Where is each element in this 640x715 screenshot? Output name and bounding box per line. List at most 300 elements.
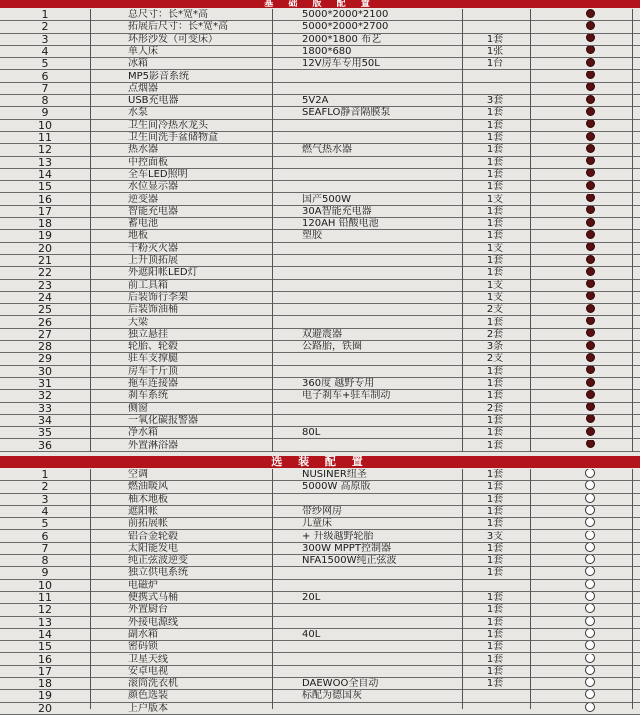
item-quantity: 2支 bbox=[486, 353, 504, 365]
availability-mark bbox=[560, 169, 620, 180]
item-spec: 5000*2000*2700 bbox=[302, 21, 389, 33]
standard-dot-icon bbox=[586, 58, 595, 67]
standard-dot-icon bbox=[586, 46, 595, 55]
item-quantity: 3支 bbox=[486, 530, 504, 542]
item-quantity: 1套 bbox=[486, 365, 504, 377]
item-spec bbox=[302, 169, 462, 180]
item-name: 房车千斤顶 bbox=[128, 365, 178, 377]
item-quantity: 1支 bbox=[486, 291, 504, 303]
availability-mark bbox=[560, 415, 620, 426]
availability-mark bbox=[560, 678, 620, 689]
availability-mark bbox=[560, 481, 620, 492]
item-quantity: 1套 bbox=[486, 33, 504, 45]
item-name: 后装饰油桶 bbox=[128, 304, 178, 316]
optional-circle-icon bbox=[585, 506, 595, 515]
item-name: 中控面板 bbox=[128, 156, 168, 168]
item-spec: 5000W 高原版 bbox=[302, 481, 371, 493]
table-row bbox=[0, 629, 640, 641]
item-name: 纯正弦波逆变 bbox=[128, 555, 188, 567]
row-number: 32 bbox=[38, 390, 52, 402]
item-spec: 标配为德国灰 bbox=[302, 690, 362, 702]
standard-dot-icon bbox=[586, 255, 595, 264]
availability-mark bbox=[560, 243, 620, 254]
standard-dot-icon bbox=[586, 9, 595, 18]
item-spec bbox=[302, 304, 462, 315]
table-row bbox=[0, 580, 640, 592]
standard-dot-icon bbox=[586, 440, 595, 449]
item-quantity: 1张 bbox=[486, 45, 504, 57]
item-name: 燃油暖风 bbox=[128, 481, 168, 493]
table-row bbox=[0, 267, 640, 279]
standard-dot-icon bbox=[586, 157, 595, 166]
item-spec: 公路胎，铁圈 bbox=[302, 341, 362, 353]
item-quantity: 2套 bbox=[486, 328, 504, 340]
table-row bbox=[0, 690, 640, 702]
row-number: 35 bbox=[38, 427, 52, 439]
table-row bbox=[0, 543, 640, 555]
item-quantity: 1套 bbox=[486, 439, 504, 451]
item-quantity: 2支 bbox=[486, 304, 504, 316]
row-number: 13 bbox=[38, 156, 52, 168]
item-quantity bbox=[470, 690, 520, 701]
availability-mark bbox=[560, 403, 620, 414]
item-spec bbox=[302, 292, 462, 303]
optional-circle-icon bbox=[585, 641, 595, 650]
item-quantity bbox=[470, 83, 520, 94]
table-row bbox=[0, 46, 640, 58]
optional-circle-icon bbox=[585, 629, 595, 638]
availability-mark bbox=[560, 494, 620, 505]
row-number: 17 bbox=[38, 205, 52, 218]
availability-mark bbox=[560, 518, 620, 529]
item-name: 前拓展帐 bbox=[128, 518, 168, 530]
item-spec: 5000*2000*2100 bbox=[302, 9, 389, 20]
row-number: 36 bbox=[38, 439, 52, 451]
item-quantity: 1套 bbox=[486, 255, 504, 266]
availability-mark bbox=[560, 641, 620, 652]
row-number: 18 bbox=[38, 678, 52, 690]
availability-mark bbox=[560, 83, 620, 94]
row-number: 1 bbox=[41, 9, 49, 21]
item-quantity: 1套 bbox=[486, 156, 504, 168]
table-row bbox=[0, 469, 640, 481]
item-name: 蓄电池 bbox=[128, 218, 158, 230]
availability-mark bbox=[560, 555, 620, 566]
item-name: 冰箱 bbox=[128, 58, 148, 70]
row-number: 9 bbox=[41, 567, 49, 579]
item-quantity: 1套 bbox=[486, 107, 504, 119]
item-spec bbox=[302, 243, 462, 254]
table-row bbox=[0, 58, 640, 70]
item-spec bbox=[302, 641, 462, 652]
item-name: 点烟器 bbox=[128, 82, 158, 94]
availability-mark bbox=[560, 427, 620, 438]
table-row bbox=[0, 641, 640, 653]
standard-dot-icon bbox=[586, 218, 595, 227]
table-row bbox=[0, 230, 640, 242]
table-row bbox=[0, 317, 640, 329]
row-number: 21 bbox=[38, 255, 52, 267]
item-quantity: 1套 bbox=[486, 132, 504, 143]
row-number: 23 bbox=[38, 279, 52, 291]
availability-mark bbox=[560, 71, 620, 82]
availability-mark bbox=[560, 390, 620, 401]
item-name: 智能充电器 bbox=[128, 205, 178, 217]
table-row bbox=[0, 427, 640, 439]
item-spec bbox=[302, 353, 462, 364]
item-name: 空调 bbox=[128, 469, 148, 480]
item-quantity: 1套 bbox=[486, 493, 504, 505]
row-number: 12 bbox=[38, 144, 52, 156]
standard-dot-icon bbox=[586, 169, 595, 178]
item-spec bbox=[302, 83, 462, 94]
item-spec: 5V2A bbox=[302, 95, 329, 107]
table-row bbox=[0, 567, 640, 579]
table-row bbox=[0, 304, 640, 316]
item-spec: 燃气热水器 bbox=[302, 144, 352, 156]
item-spec bbox=[302, 403, 462, 414]
item-name: 卫星天线 bbox=[128, 653, 168, 665]
item-spec: 儿童床 bbox=[302, 518, 332, 530]
table-row bbox=[0, 366, 640, 378]
table-row bbox=[0, 132, 640, 144]
item-quantity: 1套 bbox=[486, 267, 504, 279]
column-divider bbox=[462, 469, 463, 709]
row-number: 3 bbox=[41, 33, 49, 45]
row-number: 10 bbox=[38, 579, 52, 591]
item-name: 独立悬挂 bbox=[128, 328, 168, 340]
row-number: 9 bbox=[41, 107, 49, 119]
item-spec bbox=[302, 604, 462, 615]
item-name: 全车LED照明 bbox=[128, 168, 188, 180]
item-name: 单人床 bbox=[128, 45, 158, 57]
table-row bbox=[0, 181, 640, 193]
table-row bbox=[0, 83, 640, 95]
item-quantity: 1支 bbox=[486, 279, 504, 291]
item-name: 逆变器 bbox=[128, 193, 158, 205]
item-name: 副水箱 bbox=[128, 628, 158, 640]
item-name: 一氧化碳报警器 bbox=[128, 414, 198, 426]
item-name: 卫生间洗手盆储物盒 bbox=[128, 132, 218, 143]
standard-dot-icon bbox=[586, 83, 595, 92]
table-row bbox=[0, 9, 640, 21]
item-name: 大梁 bbox=[128, 316, 148, 328]
row-number: 20 bbox=[38, 242, 52, 254]
availability-mark bbox=[560, 95, 620, 106]
standard-dot-icon bbox=[586, 95, 595, 104]
standard-dot-icon bbox=[586, 21, 595, 30]
row-number: 25 bbox=[38, 304, 52, 316]
table-row bbox=[0, 329, 640, 341]
standard-dot-icon bbox=[586, 292, 595, 301]
item-spec bbox=[302, 580, 462, 591]
item-name: 外接电源线 bbox=[128, 616, 178, 628]
row-number: 22 bbox=[38, 267, 52, 279]
row-number: 18 bbox=[38, 218, 52, 230]
availability-mark bbox=[560, 604, 620, 615]
availability-mark bbox=[560, 543, 620, 554]
table-row bbox=[0, 604, 640, 616]
item-spec bbox=[302, 317, 462, 328]
item-quantity: 2套 bbox=[486, 402, 504, 414]
item-spec bbox=[302, 617, 462, 628]
standard-dot-icon bbox=[586, 107, 595, 116]
item-name: 独立供电系统 bbox=[128, 567, 188, 579]
optional-circle-icon bbox=[585, 543, 595, 552]
item-name: 热水器 bbox=[128, 144, 158, 156]
item-quantity: 1套 bbox=[486, 414, 504, 426]
optional-circle-icon bbox=[585, 690, 595, 699]
table-row bbox=[0, 617, 640, 629]
row-number: 28 bbox=[38, 341, 52, 353]
item-spec bbox=[302, 132, 462, 143]
table-row bbox=[0, 531, 640, 543]
standard-dot-icon bbox=[586, 317, 595, 326]
item-quantity: 1套 bbox=[486, 427, 504, 439]
standard-dot-icon bbox=[586, 304, 595, 313]
standard-dot-icon bbox=[586, 230, 595, 239]
table-row bbox=[0, 169, 640, 181]
item-spec: 带纱网房 bbox=[302, 505, 342, 517]
row-number: 15 bbox=[38, 181, 52, 193]
row-number: 3 bbox=[41, 493, 49, 505]
item-quantity: 3套 bbox=[486, 95, 504, 107]
row-number: 31 bbox=[38, 378, 52, 390]
item-spec: 塑胶 bbox=[302, 230, 322, 242]
item-name: 刹车系统 bbox=[128, 390, 168, 402]
item-spec: 2000*1800 布艺 bbox=[302, 33, 382, 45]
table-row bbox=[0, 415, 640, 427]
availability-mark bbox=[560, 329, 620, 340]
item-name: 干粉灭火器 bbox=[128, 242, 178, 254]
table-row bbox=[0, 506, 640, 518]
column-divider bbox=[272, 469, 273, 709]
availability-mark bbox=[560, 317, 620, 328]
item-spec bbox=[302, 366, 462, 377]
item-name: 密码锁 bbox=[128, 641, 158, 653]
column-divider bbox=[632, 469, 633, 709]
item-spec: 双避震器 bbox=[302, 328, 342, 340]
optional-circle-icon bbox=[585, 678, 595, 687]
optional-circle-icon bbox=[585, 654, 595, 663]
table-row bbox=[0, 194, 640, 206]
optional-circle-icon bbox=[585, 666, 595, 675]
standard-dot-icon bbox=[586, 329, 595, 338]
table-row bbox=[0, 107, 640, 119]
availability-mark bbox=[560, 654, 620, 665]
column-divider bbox=[90, 469, 91, 709]
row-number: 12 bbox=[38, 604, 52, 616]
row-number: 7 bbox=[41, 542, 49, 555]
item-quantity: 1套 bbox=[486, 481, 504, 493]
availability-mark bbox=[560, 567, 620, 578]
item-name: 柚木地板 bbox=[128, 493, 168, 505]
table-row bbox=[0, 666, 640, 678]
availability-mark bbox=[560, 304, 620, 315]
standard-dot-icon bbox=[586, 132, 595, 141]
optional-circle-icon bbox=[585, 604, 595, 613]
item-name: 拓展后尺寸：长*宽*高 bbox=[128, 21, 228, 33]
table-row bbox=[0, 255, 640, 267]
item-spec bbox=[302, 654, 462, 665]
row-number: 6 bbox=[41, 70, 49, 82]
availability-mark bbox=[560, 506, 620, 517]
row-number: 11 bbox=[38, 132, 52, 144]
availability-mark bbox=[560, 531, 620, 542]
item-spec bbox=[302, 181, 462, 192]
row-number: 1 bbox=[41, 469, 49, 481]
table-row bbox=[0, 678, 640, 690]
item-name: 驻车支撑腿 bbox=[128, 353, 178, 365]
row-number: 14 bbox=[38, 628, 52, 641]
item-name: 外遮阳帐LED灯 bbox=[128, 267, 198, 279]
availability-mark bbox=[560, 341, 620, 352]
item-quantity: 1套 bbox=[486, 119, 504, 131]
standard-dot-icon bbox=[586, 427, 595, 436]
item-name: 轮胎、轮毂 bbox=[128, 341, 178, 353]
item-name: 外置淋浴器 bbox=[128, 439, 178, 451]
standard-dot-icon bbox=[586, 34, 595, 43]
row-number: 4 bbox=[41, 45, 49, 58]
item-spec bbox=[302, 255, 462, 266]
item-quantity: 1台 bbox=[486, 58, 504, 70]
table-row bbox=[0, 592, 640, 604]
item-quantity: 1套 bbox=[486, 678, 504, 690]
standard-dot-icon bbox=[586, 403, 595, 412]
table-row bbox=[0, 403, 640, 415]
availability-mark bbox=[560, 703, 620, 714]
availability-mark bbox=[560, 469, 620, 480]
item-quantity: 1支 bbox=[486, 242, 504, 254]
table-row bbox=[0, 353, 640, 365]
table-row bbox=[0, 206, 640, 218]
item-quantity: 1套 bbox=[486, 641, 504, 653]
item-spec bbox=[302, 666, 462, 677]
item-spec: SEAFLO静音隔膜泵 bbox=[302, 107, 391, 119]
availability-mark bbox=[560, 580, 620, 591]
item-quantity: 1套 bbox=[486, 592, 504, 603]
item-quantity: 1套 bbox=[486, 218, 504, 230]
table-row bbox=[0, 390, 640, 402]
item-spec bbox=[302, 120, 462, 131]
item-spec: 国产500W bbox=[302, 193, 351, 205]
availability-mark bbox=[560, 592, 620, 603]
item-name: 颜色选装 bbox=[128, 690, 168, 702]
availability-mark bbox=[560, 230, 620, 241]
item-spec bbox=[302, 567, 462, 578]
optional-circle-icon bbox=[585, 592, 595, 601]
item-quantity: 1套 bbox=[486, 230, 504, 242]
item-spec: 360度 越野专用 bbox=[302, 378, 375, 389]
standard-dot-icon bbox=[586, 353, 595, 362]
standard-dot-icon bbox=[586, 144, 595, 153]
item-name: USB充电器 bbox=[128, 95, 179, 107]
table-row bbox=[0, 440, 640, 452]
row-number: 13 bbox=[38, 616, 52, 628]
availability-mark bbox=[560, 218, 620, 229]
availability-mark bbox=[560, 292, 620, 303]
item-spec bbox=[302, 494, 462, 505]
row-number: 4 bbox=[41, 505, 49, 518]
optional-circle-icon bbox=[585, 617, 595, 626]
item-name: 太阳能发电 bbox=[128, 542, 178, 554]
table-row bbox=[0, 494, 640, 506]
column-divider bbox=[272, 9, 273, 452]
item-name: 便携式马桶 bbox=[128, 592, 178, 603]
row-number: 16 bbox=[38, 193, 52, 205]
item-quantity: 1套 bbox=[486, 390, 504, 402]
table-row bbox=[0, 71, 640, 83]
row-number: 33 bbox=[38, 402, 52, 414]
table-row bbox=[0, 292, 640, 304]
item-quantity: 1支 bbox=[486, 193, 504, 205]
availability-mark bbox=[560, 617, 620, 628]
column-divider bbox=[530, 469, 531, 709]
item-name: 外置厨台 bbox=[128, 604, 168, 616]
item-name: 铝合金轮毂 bbox=[128, 530, 178, 542]
item-spec: 300W MPPT控制器 bbox=[302, 542, 391, 554]
item-spec: 40L bbox=[302, 628, 321, 640]
row-number: 2 bbox=[41, 481, 49, 493]
item-quantity: 1套 bbox=[486, 665, 504, 677]
item-spec: NFA1500W纯正弦波 bbox=[302, 555, 397, 567]
item-quantity: 1套 bbox=[486, 316, 504, 328]
row-number: 19 bbox=[38, 230, 52, 242]
item-name: 后装饰行李架 bbox=[128, 291, 188, 303]
row-number: 15 bbox=[38, 641, 52, 653]
item-name: MP5影音系统 bbox=[128, 70, 190, 82]
table-row bbox=[0, 144, 640, 156]
standard-dot-icon bbox=[586, 280, 595, 289]
availability-mark bbox=[560, 267, 620, 278]
item-spec bbox=[302, 157, 462, 168]
row-number: 16 bbox=[38, 653, 52, 665]
row-number: 8 bbox=[41, 555, 49, 567]
availability-mark bbox=[560, 440, 620, 451]
optional-circle-icon bbox=[585, 469, 595, 478]
item-spec: NUSINER纽圣 bbox=[302, 469, 367, 480]
row-number: 2 bbox=[41, 21, 49, 33]
availability-mark bbox=[560, 629, 620, 640]
item-name: 电磁炉 bbox=[128, 579, 158, 591]
row-number: 5 bbox=[41, 518, 49, 530]
availability-mark bbox=[560, 366, 620, 377]
item-quantity: 1套 bbox=[486, 542, 504, 554]
item-spec bbox=[302, 415, 462, 426]
table-row bbox=[0, 120, 640, 132]
availability-mark bbox=[560, 353, 620, 364]
standard-dot-icon bbox=[586, 341, 595, 350]
row-number: 19 bbox=[38, 690, 52, 702]
row-number: 10 bbox=[38, 119, 52, 131]
item-quantity bbox=[470, 580, 520, 591]
column-divider bbox=[90, 9, 91, 452]
standard-dot-icon bbox=[586, 415, 595, 424]
row-number: 26 bbox=[38, 316, 52, 328]
item-spec bbox=[302, 71, 462, 82]
item-quantity: 1套 bbox=[486, 518, 504, 530]
table-row bbox=[0, 341, 640, 353]
standard-dot-icon bbox=[586, 194, 595, 203]
availability-mark bbox=[560, 144, 620, 155]
row-number: 7 bbox=[41, 82, 49, 95]
table-row bbox=[0, 654, 640, 666]
availability-mark bbox=[560, 378, 620, 389]
table-row bbox=[0, 157, 640, 169]
item-quantity: 1套 bbox=[486, 616, 504, 628]
item-spec: DAEWOO全自动 bbox=[302, 678, 379, 690]
item-spec: 20L bbox=[302, 592, 321, 603]
